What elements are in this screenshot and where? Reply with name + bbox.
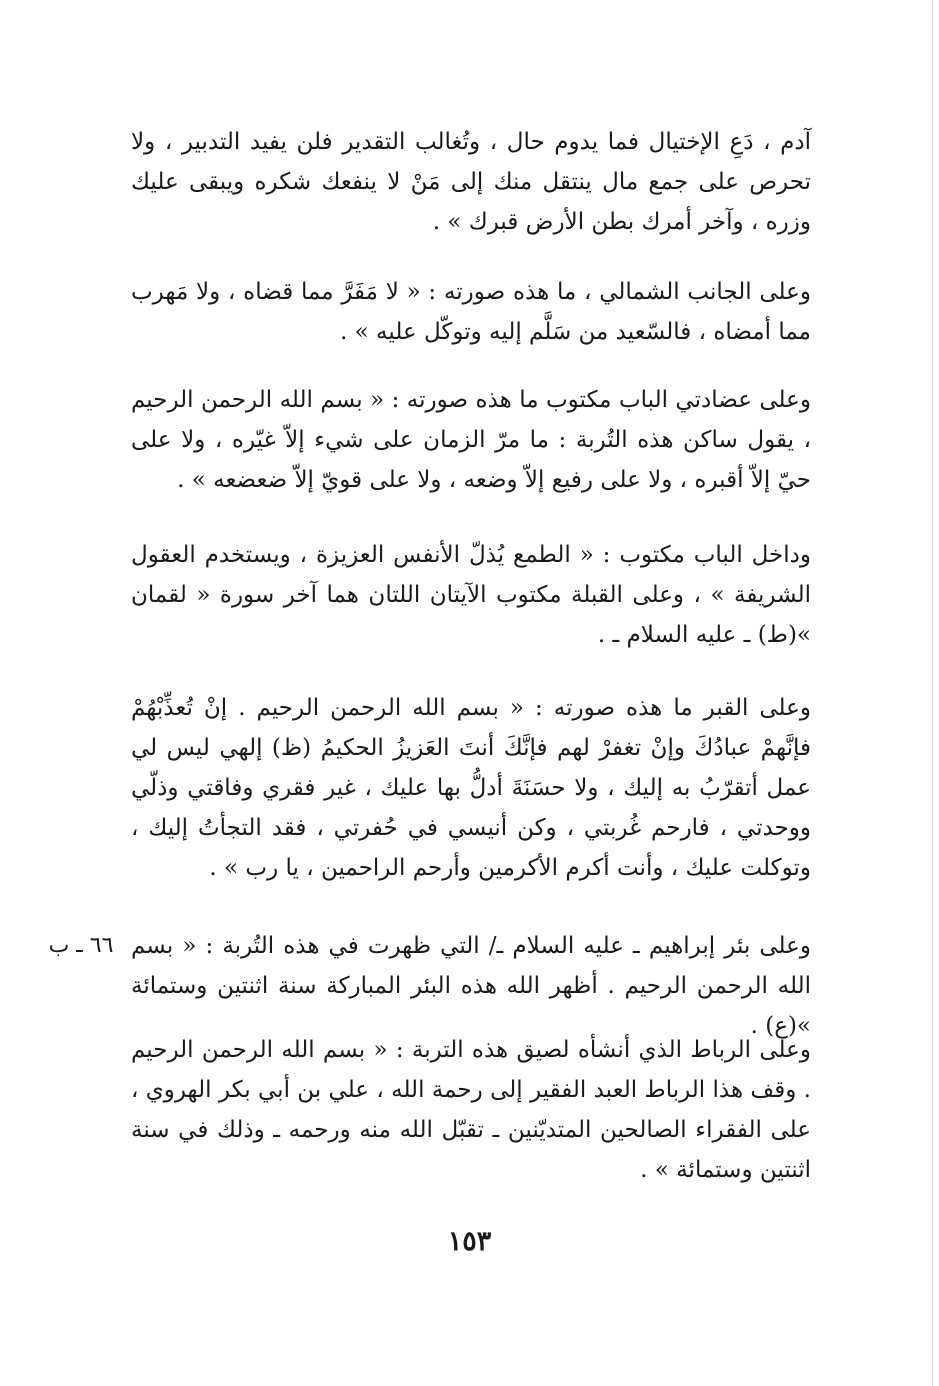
paragraph-2 <box>131 272 811 352</box>
paragraph-1 <box>131 122 811 242</box>
paragraph-2-text: وعلى الجانب الشمالي ، ما هذه صورته : « لا مَفَرَّ مما قضاه ، ولا مَهرب مما أمضاه ، فالسّعيد من سَلَّم إليه وتوكّل عليه » . <box>131 279 811 345</box>
page-edge-line <box>932 0 933 1386</box>
paragraph-1-text: آدم ، دَعِ الإختيال فما يدوم حال ، وتُغالب التقدير فلن يفيد التدبير ، ولا تحرص على جمع مال ينتقل منك إلى مَنْ لا ينفعك شكره ويبقى عليك وزره ، وآخر أمرك بطن الأرض قبرك » . <box>131 129 811 235</box>
paragraph-7-text: وعلى الرباط الذي أنشأه لصيق هذه التربة : « بسم الله الرحمن الرحيم . وقف هذا الرباط العبد الفقير إلى رحمة الله ، علي بن أبي بكر الهروي ، على الفقراء الصالحين المتديّنين ـ تقبّل الله منه ورحمه ـ وذلك في سنة اثنتين وستمائة » . <box>131 1037 811 1183</box>
paragraph-5-text: وعلى القبر ما هذه صورته : « بسم الله الرحمن الرحيم . إنْ تُعذِّبْهُمْ فإنَّهمْ عبادُكَ وإنْ تغفرْ لهم فإنَّكَ أنتَ العَزيزُ الحكيمُ (ظ) إلهي ليس لي عمل أتقرّبُ به إليك ، ولا حسَنَةَ أدلُّ بها عليك ، غير فقري وفاقتي وذلّي ووحدتي ، فارحم غُربتي ، وكن أنيسي في حُفرتي ، فقد التجأتُ إليك ، وتوكلت عليك ، وأنت أكرم الأكرمين وأرحم الراحمين ، يا رب » . <box>131 695 811 881</box>
paragraph-4-text: وداخل الباب مكتوب : « الطمع يُذلّ الأنفس العزيزة ، ويستخدم العقول الشريفة » ، وعلى القبلة مكتوب الآيتان اللتان هما آخر سورة « لقمان »(ط) ـ عليه السلام ـ . <box>131 542 811 648</box>
page-number: ١٥٣ <box>447 1226 492 1257</box>
paragraph-7 <box>131 1030 811 1190</box>
paragraph-5 <box>131 688 811 888</box>
paragraph-4 <box>131 535 811 655</box>
paragraph-3-text: وعلى عضادتي الباب مكتوب ما هذه صورته : « بسم الله الرحمن الرحيم ، يقول ساكن هذه التُربة : ما مرّ الزمان على شيء إلاّ غيّره ، ولا على حيّ إلاّ أقبره ، ولا على رفيع إلاّ وضعه ، ولا على قويّ إلاّ ضعضعه » . <box>131 387 811 493</box>
manuscript-folio-note: ٦٦ ـ ب <box>48 933 114 958</box>
paragraph-6 <box>131 926 811 1046</box>
paragraph-3 <box>131 380 811 500</box>
paragraph-6-text: وعلى بئر إبراهيم ـ عليه السلام ـ/ التي ظهرت في هذه التُربة : « بسم الله الرحمن الرحيم . أظهر الله هذه البئر المباركة سنة اثنتين وستمائة »(ع) . <box>131 933 811 1039</box>
